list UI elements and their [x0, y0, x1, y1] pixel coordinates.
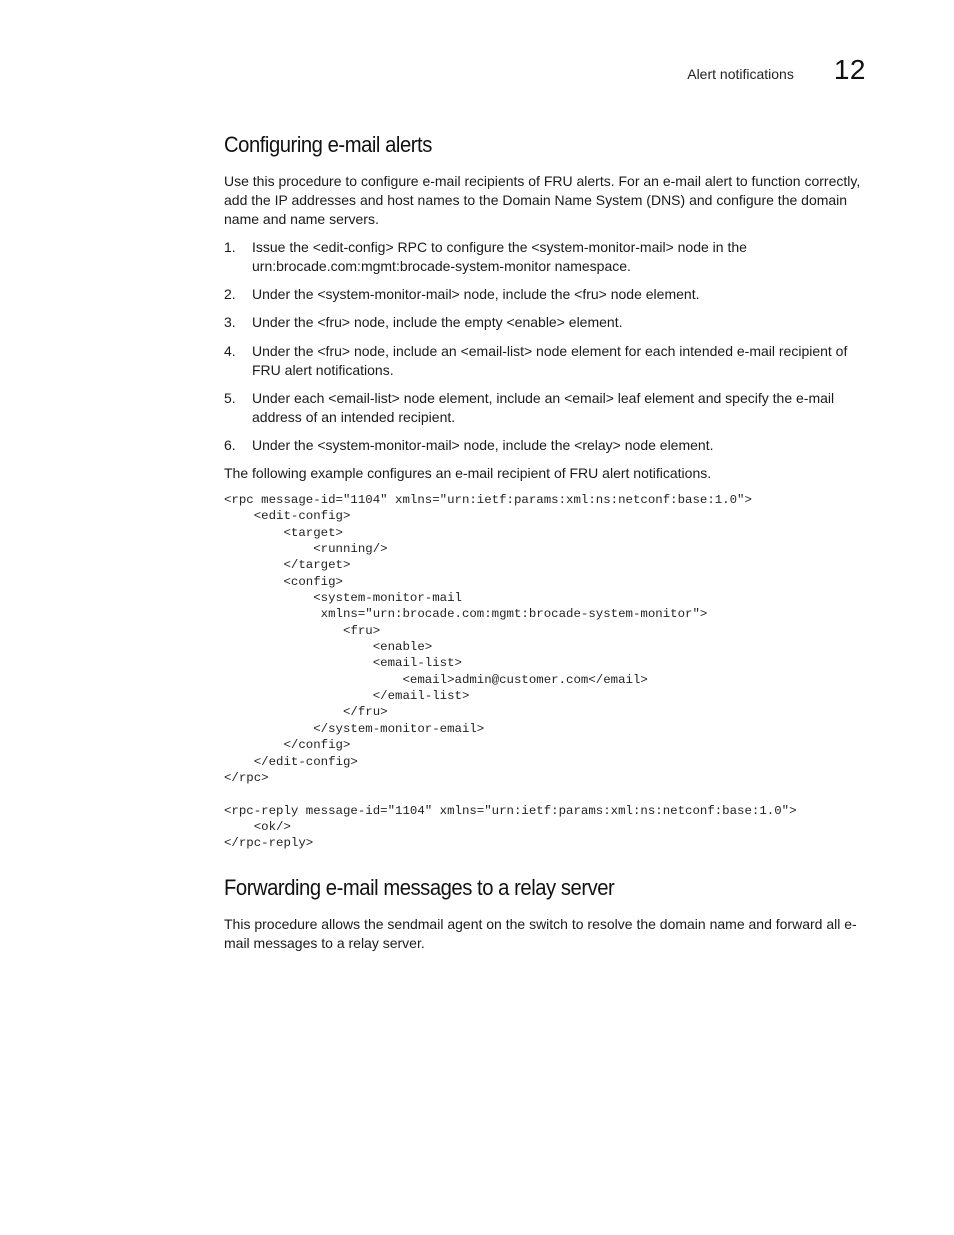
- page-content: [224, 132, 874, 953]
- section-heading-forwarding-email: Forwarding e-mail messages to a relay server: [224, 874, 615, 900]
- xml-code-example: <rpc message-id="1104" xmlns="urn:ietf:params:xml:ns:netconf:base:1.0"> <edit-config> <target> <running/> </target> <config> <system-monitor-mail xmlns="urn:brocade.com:mgmt:brocade-system-monitor"> <fru> <enable> <email-list> <email>admin@customer.com</email> </email-list> </fru> </system-monitor-email> </config> </edit-config> </rpc> <rpc-reply message-id="1104" xmlns="urn:ietf:params:xml:ns:netconf:base:1.0"> <ok/> </rpc-reply>: [224, 493, 797, 851]
- procedure-step: [224, 342, 874, 380]
- step-number: 4.: [224, 343, 236, 359]
- step-text: Under the <system-monitor-mail> node, include the <relay> node element.: [252, 437, 714, 453]
- procedure-step: [224, 238, 874, 276]
- running-header-title: Alert notifications: [687, 66, 794, 82]
- step-number: 3.: [224, 314, 236, 330]
- example-intro-paragraph: The following example configures an e-mail recipient of FRU alert notifications.: [224, 465, 712, 481]
- step-number: 1.: [224, 239, 236, 255]
- step-text: Under the <system-monitor-mail> node, include the <fru> node element.: [252, 286, 700, 302]
- procedure-step: [224, 313, 874, 332]
- step-number: 6.: [224, 437, 236, 453]
- section-intro-paragraph: Use this procedure to configure e-mail recipients of FRU alerts. For an e-mail alert to function correctly, add the IP addresses and host names to the Domain Name System (DNS) and configure the domain name and name servers.: [224, 173, 861, 227]
- chapter-number: 12: [833, 54, 866, 85]
- procedure-step: [224, 285, 874, 304]
- step-text: Under the <fru> node, include an <email-list> node element for each intended e-mail recipient of FRU alert notifications.: [252, 343, 848, 378]
- step-number: 2.: [224, 286, 236, 302]
- procedure-steps: [224, 238, 874, 455]
- procedure-step: [224, 436, 874, 455]
- section2-intro-paragraph: This procedure allows the sendmail agent on the switch to resolve the domain name and forward all e-mail messages to a relay server.: [224, 915, 857, 951]
- step-number: 5.: [224, 390, 236, 406]
- running-header: [687, 54, 866, 86]
- section-heading-configuring-email-alerts: Configuring e-mail alerts: [224, 132, 432, 157]
- procedure-step: [224, 389, 874, 427]
- step-text: Under each <email-list> node element, include an <email> leaf element and specify the e-mail address of an intended recipient.: [252, 390, 835, 425]
- step-text: Under the <fru> node, include the empty <enable> element.: [252, 314, 623, 330]
- step-text: Issue the <edit-config> RPC to configure the <system-monitor-mail> node in the urn:brocade.com:mgmt:brocade-system-monitor namespace.: [252, 239, 747, 274]
